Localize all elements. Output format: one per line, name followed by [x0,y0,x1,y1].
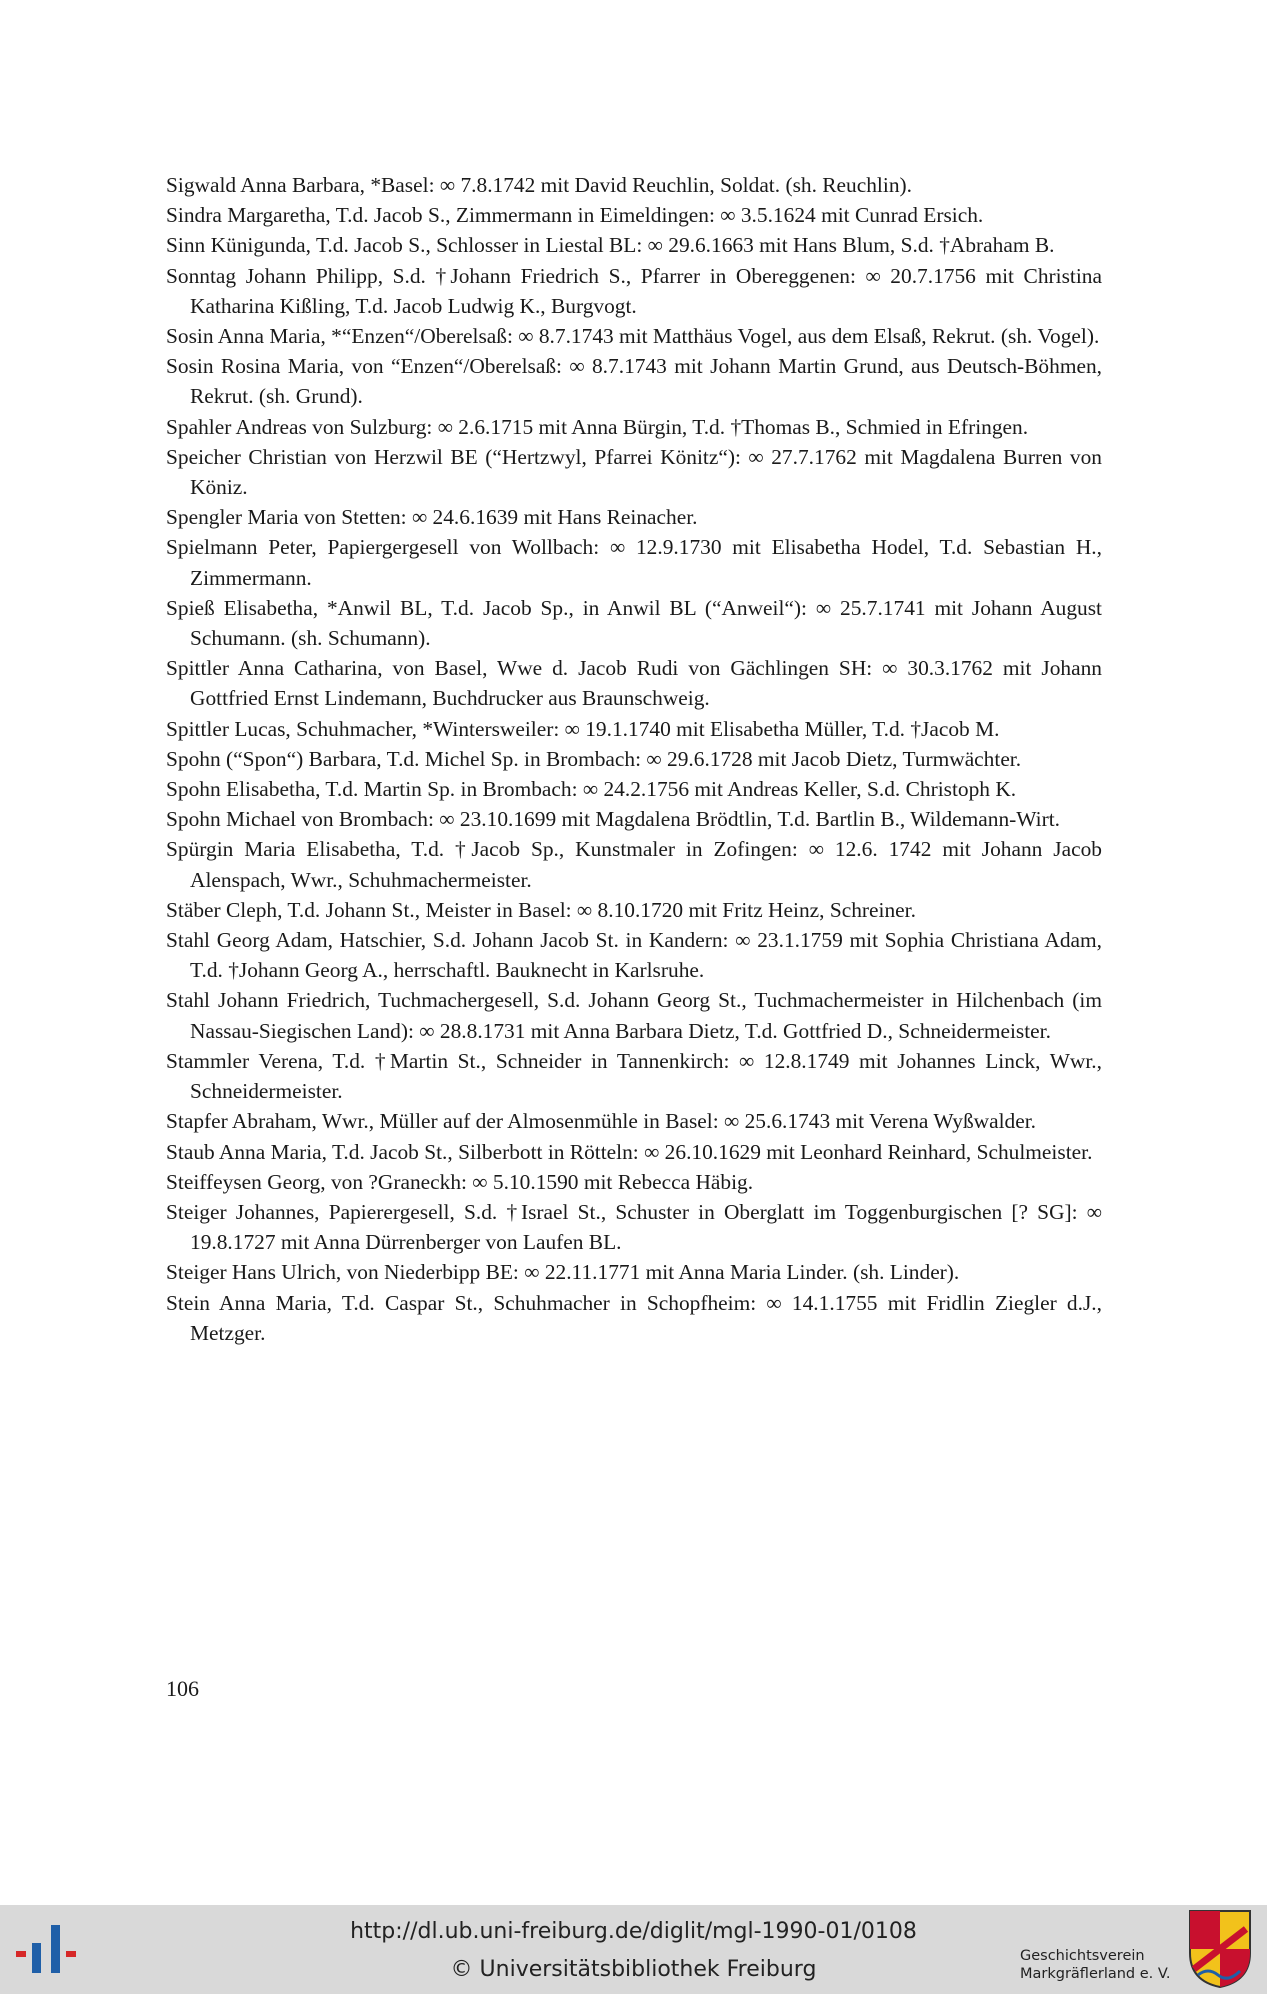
page-number: 106 [166,1676,199,1701]
register-entry: Stahl Georg Adam, Hatschier, S.d. Johann Jacob St. in Kandern: ∞ 23.1.1759 mit Sophia Christiana Adam, T.d. †Johann Georg A., herrschaftl. Bauknecht in Karlsruhe. [166,928,1102,983]
register-entry: Spieß Elisabetha, *Anwil BL, T.d. Jacob Sp., in Anwil BL (“Anweil“): ∞ 25.7.1741 mit Johann August Schumann. (sh. Schumann). [166,595,1102,651]
register-entry: Sosin Anna Maria, *“Enzen“/Oberelsaß: ∞ 8.7.1743 mit Matthäus Vogel, aus dem Elsaß, Rekrut. (sh. Vogel). [166,324,1100,349]
register-entry: Stapfer Abraham, Wwr., Müller auf der Almosenmühle in Basel: ∞ 25.6.1743 mit Verena Wyßwalder. [166,1109,1037,1134]
register-entry: Steiger Johannes, Papierergesell, S.d. †Israel St., Schuster in Oberglatt im Toggenburgischen [? SG]: ∞ 19.8.1727 mit Anna Dürrenberger von Laufen BL. [166,1199,1102,1255]
register-entry: Stein Anna Maria, T.d. Caspar St., Schuhmacher in Schopfheim: ∞ 14.1.1755 mit Fridlin Ziegler d.J., Metzger. [166,1290,1102,1345]
society-name-line1: Geschichtsverein [1020,1948,1145,1964]
coat-of-arms-icon [1188,1909,1252,1989]
register-entry: Spohn Elisabetha, T.d. Martin Sp. in Brombach: ∞ 24.2.1756 mit Andreas Keller, S.d. Christoph K. [166,777,1017,802]
register-entry: Sosin Rosina Maria, von “Enzen“/Oberelsaß: ∞ 8.7.1743 mit Johann Martin Grund, aus Deutsch-Böhmen, Rekrut. (sh. Grund). [166,354,1102,409]
register-entry: Sinn Künigunda, T.d. Jacob S., Schlosser in Liestal BL: ∞ 29.6.1663 mit Hans Blum, S.d. †Abraham B. [166,233,1055,258]
copyright-notice: © Universitätsbibliothek Freiburg [450,1957,817,1982]
register-entry: Spürgin Maria Elisabetha, T.d. †Jacob Sp., Kunstmaler in Zofingen: ∞ 12.6. 1742 mit Johann Jacob Alenspach, Wwr., Schuhmachermeister. [166,837,1102,892]
permalink-url[interactable]: http://dl.ub.uni-freiburg.de/diglit/mgl-1990-01/0108 [350,1919,917,1944]
register-entry: Steiffeysen Georg, von ?Graneckh: ∞ 5.10.1590 mit Rebecca Häbig. [166,1169,754,1194]
register-entry: Stäber Cleph, T.d. Johann St., Meister in Basel: ∞ 8.10.1720 mit Fritz Heinz, Schreiner. [166,897,916,922]
register-entries [166,170,1102,1348]
register-entry: Spielmann Peter, Papiergergesell von Wollbach: ∞ 12.9.1730 mit Elisabetha Hodel, T.d. Sebastian H., Zimmermann. [166,535,1102,590]
society-name[interactable] [1020,1947,1190,1983]
register-entry: Steiger Hans Ulrich, von Niederbipp BE: ∞ 22.11.1771 mit Anna Maria Linder. (sh. Linder). [166,1260,960,1285]
register-entry: Staub Anna Maria, T.d. Jacob St., Silberbott in Rötteln: ∞ 26.10.1629 mit Leonhard Reinhard, Schulmeister. [166,1139,1093,1164]
register-entry: Stammler Verena, T.d. †Martin St., Schneider in Tannenkirch: ∞ 12.8.1749 mit Johannes Linck, Wwr., Schneidermeister. [166,1048,1102,1104]
register-entry: Sigwald Anna Barbara, *Basel: ∞ 7.8.1742 mit David Reuchlin, Soldat. (sh. Reuchlin). [166,173,912,197]
register-entry: Spahler Andreas von Sulzburg: ∞ 2.6.1715 mit Anna Bürgin, T.d. †Thomas B., Schmied in Efringen. [166,414,1029,439]
register-entry: Spittler Lucas, Schuhmacher, *Wintersweiler: ∞ 19.1.1740 mit Elisabetha Müller, T.d. †Jacob M. [166,716,1000,741]
register-entry: Spohn Michael von Brombach: ∞ 23.10.1699 mit Magdalena Brödtlin, T.d. Bartlin B., Wildemann-Wirt. [166,807,1060,832]
register-entry: Spittler Anna Catharina, von Basel, Wwe d. Jacob Rudi von Gächlingen SH: ∞ 30.3.1762 mit Johann Gottfried Ernst Lindemann, Buchdrucker aus Braunschweig. [166,656,1102,711]
register-entry: Spohn (“Spon“) Barbara, T.d. Michel Sp. in Brombach: ∞ 29.6.1728 mit Jacob Dietz, Turmwächter. [166,746,1022,771]
register-entry: Stahl Johann Friedrich, Tuchmachergesell, S.d. Johann Georg St., Tuchmachermeister in Hilchenbach (im Nassau-Siegischen Land): ∞ 28.8.1731 mit Anna Barbara Dietz, T.d. Gottfried D., Schneidermeister. [166,988,1102,1043]
society-name-line2: Markgräflerland e. V. [1020,1966,1171,1982]
register-entry: Spengler Maria von Stetten: ∞ 24.6.1639 mit Hans Reinacher. [166,505,698,530]
footer-bar [0,1905,1267,1994]
register-entry: Sindra Margaretha, T.d. Jacob S., Zimmermann in Eimeldingen: ∞ 3.5.1624 mit Cunrad Ersich. [166,203,984,228]
register-entry: Sonntag Johann Philipp, S.d. †Johann Friedrich S., Pfarrer in Obereggenen: ∞ 20.7.1756 mit Christina Katharina Kißling, T.d. Jacob Ludwig K., Burgvogt. [166,263,1102,318]
register-entry: Speicher Christian von Herzwil BE (“Hertzwyl, Pfarrei Könitz“): ∞ 27.7.1762 mit Magdalena Burren von Köniz. [166,444,1102,500]
